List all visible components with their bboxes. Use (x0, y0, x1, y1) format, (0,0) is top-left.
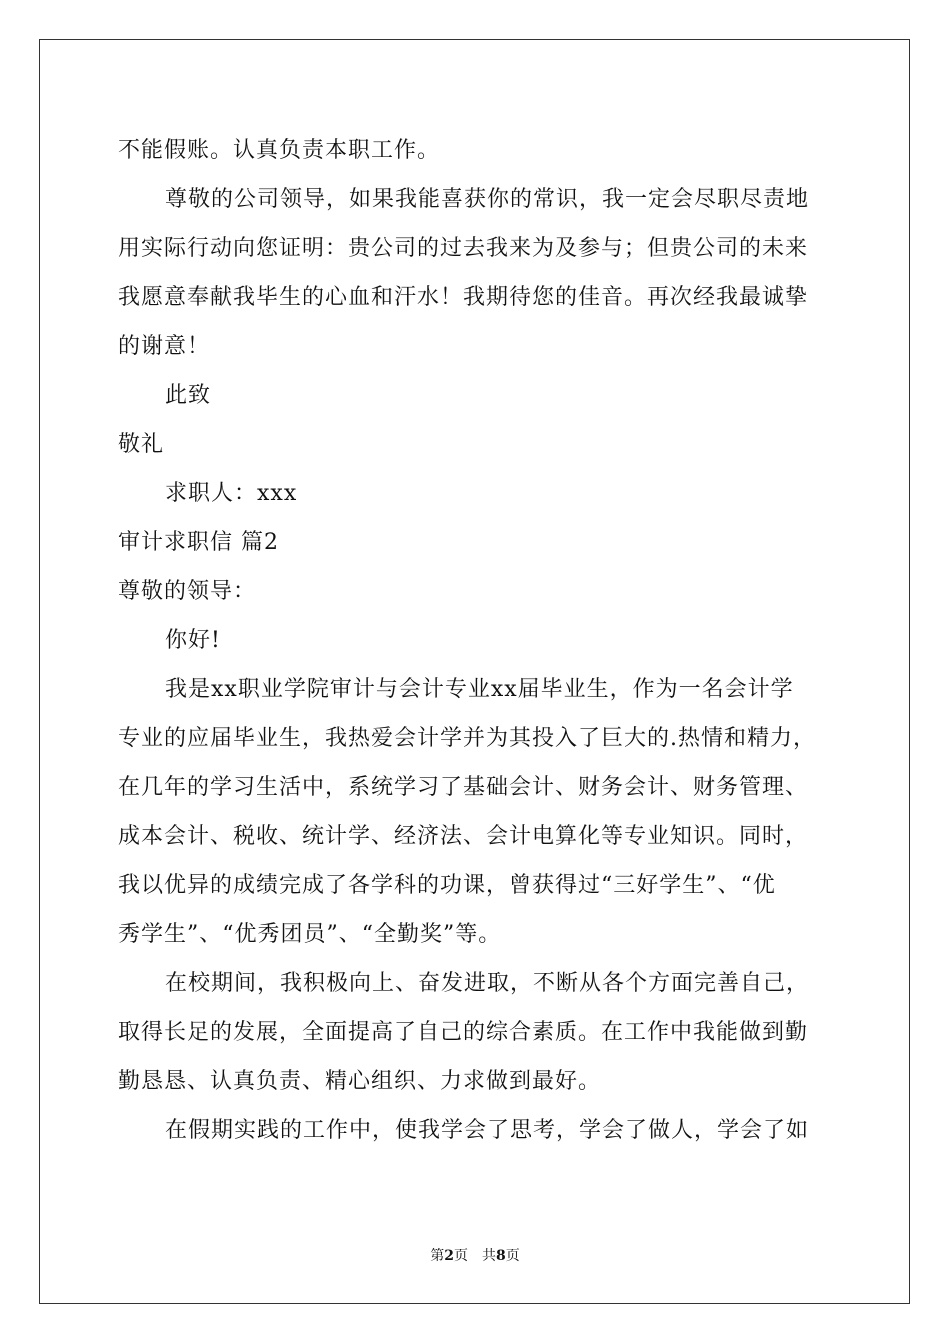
text-line: 在假期实践的工作中，使我学会了思考，学会了做人，学会了如 (165, 1118, 810, 1143)
page-current-number: 2 (444, 1248, 454, 1264)
greeting-line: 你好! (165, 628, 221, 653)
text-line: 成本会计、税收、统计学、经济法、会计电算化等专业知识。同时， (118, 824, 809, 849)
text-line: 我以优异的成绩完成了各学科的功课，曾获得过“三好学生”、“优 (118, 873, 776, 898)
text-line: 不能假账。认真负责本职工作。 (118, 138, 441, 163)
text-line: 尊敬的公司领导，如果我能喜获你的常识，我一定会尽职尽责地 (165, 187, 810, 212)
signature-line: 求职人：xxx (165, 481, 298, 506)
section-heading: 审计求职信 篇2 (118, 530, 279, 555)
closing-regards: 敬礼 (118, 432, 165, 457)
text-line: 在校期间，我积极向上、奋发进取，不断从各个方面完善自己， (165, 971, 810, 996)
text-line: 专业的应届毕业生，我热爱会计学并为其投入了巨大的.热情和精力， (118, 726, 816, 751)
letter-salutation: 尊敬的领导： (118, 579, 257, 604)
total-suffix: 页 (505, 1248, 520, 1264)
text-line: 勤恳恳、认真负责、精心组织、力求做到最好。 (118, 1069, 602, 1094)
text-line: 的谢意！ (118, 334, 211, 359)
page-prefix: 第 (430, 1248, 445, 1264)
page-suffix: 页 (454, 1248, 468, 1264)
closing-salutation: 此致 (165, 383, 212, 408)
page-footer (0, 1245, 950, 1265)
text-line: 用实际行动向您证明：贵公司的过去我来为及参与；但贵公司的未来 (118, 236, 809, 261)
page-total-number: 8 (496, 1248, 506, 1264)
text-line: 取得长足的发展，全面提高了自己的综合素质。在工作中我能做到勤 (118, 1020, 809, 1045)
text-line: 在几年的学习生活中，系统学习了基础会计、财务会计、财务管理、 (118, 775, 809, 800)
document-body (118, 126, 838, 1155)
text-line: 秀学生”、“优秀团员”、“全勤奖”等。 (118, 922, 502, 947)
text-line: 我愿意奉献我毕生的心血和汗水！我期待您的佳音。再次经我最诚挚 (118, 285, 809, 310)
total-prefix: 共 (482, 1248, 496, 1264)
text-line: 我是xx职业学院审计与会计专业xx届毕业生，作为一名会计学 (165, 677, 794, 702)
